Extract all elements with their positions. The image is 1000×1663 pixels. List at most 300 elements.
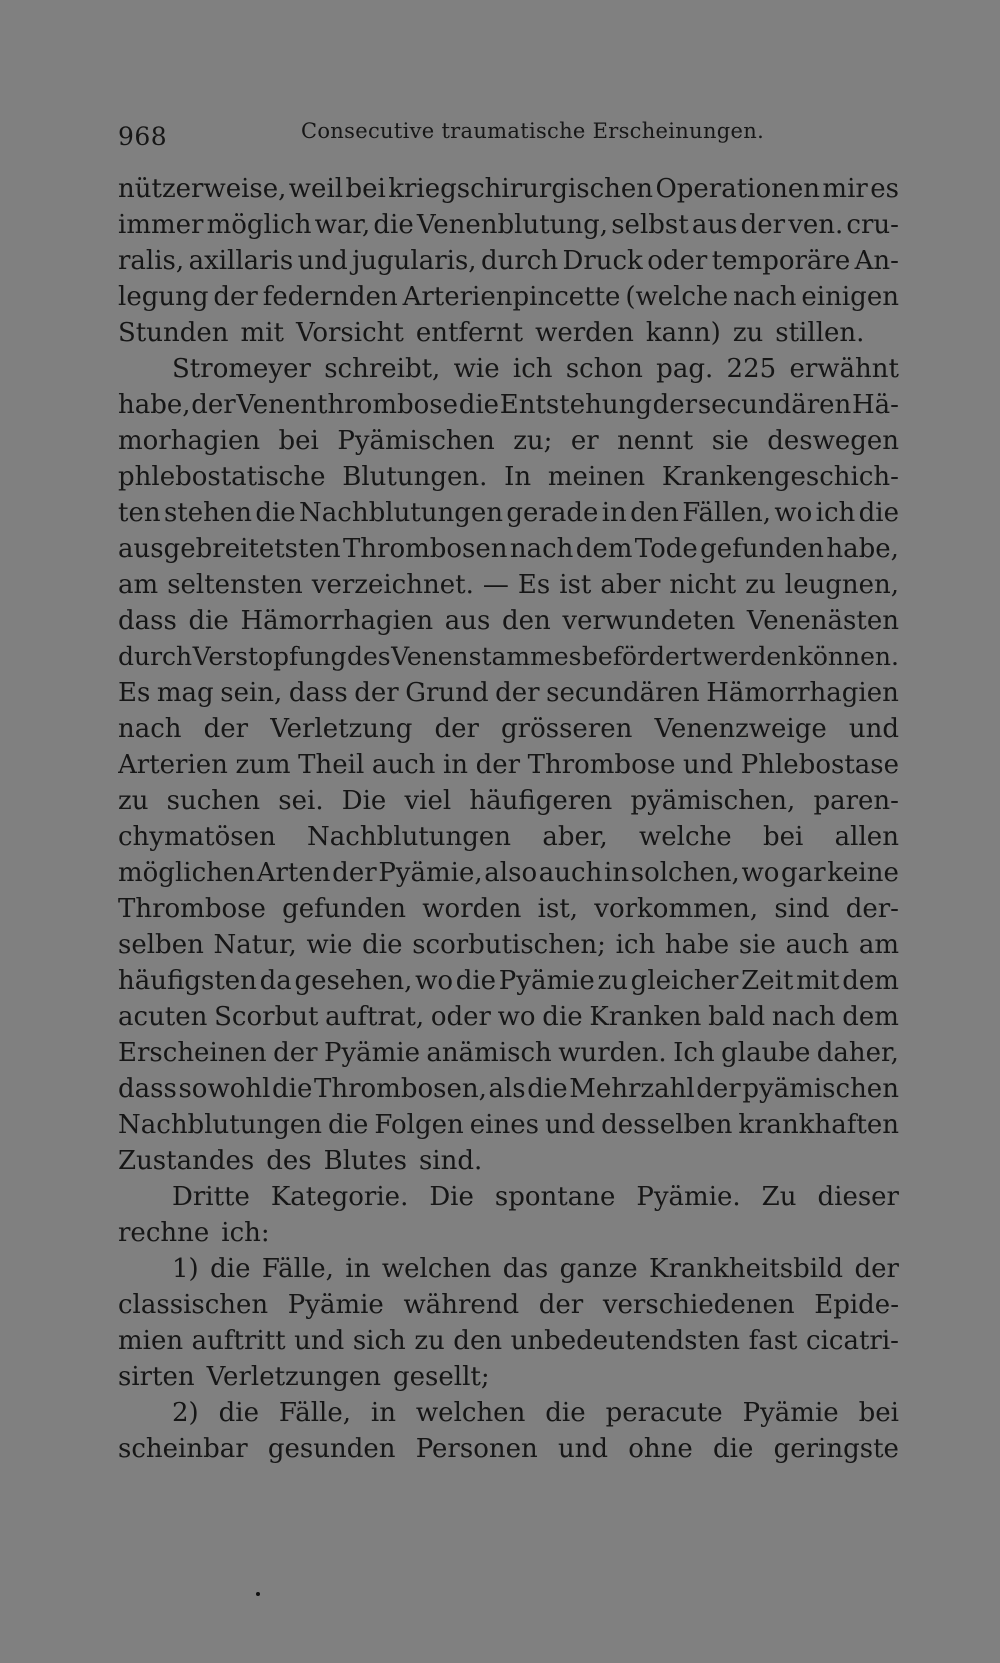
word: gefunden [700, 534, 825, 564]
word: der [652, 390, 698, 420]
word: durch [118, 642, 193, 671]
word: die [362, 930, 403, 960]
word: die [713, 1434, 754, 1464]
word: Krankheitsbild [649, 1254, 844, 1284]
word: die [210, 1254, 251, 1284]
word: Thrombosen [342, 534, 508, 564]
text-line [118, 351, 899, 387]
word: dass [288, 678, 348, 708]
word: der [354, 678, 399, 708]
word: gleicher [630, 966, 739, 996]
word: glaube [721, 1038, 811, 1068]
text-line [118, 459, 899, 495]
word: desselben [601, 1110, 733, 1140]
text-line [118, 1395, 899, 1431]
word: federnden [262, 282, 398, 312]
word: legung [118, 282, 209, 312]
word: erwähnt [789, 354, 899, 384]
word: in [601, 498, 627, 528]
text-line [118, 639, 899, 675]
word: kriegschirurgischen [388, 174, 654, 204]
word: oder [647, 246, 708, 276]
word: Erscheinen [118, 1038, 267, 1068]
word: zu [732, 318, 764, 348]
word: wie [453, 354, 500, 384]
word: sei. [278, 786, 324, 816]
word: nicht [669, 570, 737, 600]
word: oder [430, 1002, 491, 1032]
word: temporäre [711, 246, 851, 276]
word: auftrat, [325, 1002, 425, 1032]
word: Zu [761, 1182, 797, 1212]
word: rechne [118, 1218, 210, 1248]
word: wo [415, 966, 453, 996]
word: in [370, 1398, 396, 1428]
word: Personen [415, 1434, 538, 1464]
text-line [118, 1071, 899, 1107]
word: Theil [298, 750, 365, 780]
text-line [118, 1287, 899, 1323]
word: Pyämie, [378, 858, 483, 888]
text-line [118, 783, 899, 819]
text-line [118, 531, 899, 567]
text-line [118, 1323, 899, 1359]
word: wo [774, 498, 813, 528]
word: können. [797, 642, 899, 671]
word: An- [854, 246, 899, 276]
word: schon [565, 354, 643, 384]
body-text [118, 171, 899, 1467]
word: 225 [726, 354, 777, 384]
word: zu; [513, 426, 553, 456]
word: Operationen [655, 174, 821, 204]
word: verzeichnet. [311, 570, 474, 600]
word: er [570, 426, 599, 456]
word: viel [404, 786, 452, 816]
word: die [858, 498, 899, 528]
word: die [545, 1398, 586, 1428]
word: die [455, 966, 497, 996]
word: pyämischen, [630, 786, 796, 816]
word: ganze [559, 1254, 638, 1284]
word: der [332, 858, 377, 888]
word: ist, [537, 894, 579, 924]
word: nach [509, 534, 574, 564]
word: der [213, 282, 258, 312]
text-line [118, 1179, 899, 1215]
word: war, [314, 210, 371, 240]
word: Nachblutungen [307, 822, 512, 852]
word: den [501, 606, 551, 636]
word: die [272, 1074, 313, 1104]
word: gesunden [267, 1434, 396, 1464]
word: daher, [816, 1038, 899, 1068]
word: Pyämischen [337, 426, 495, 456]
word: mien [118, 1326, 184, 1356]
word: Nachblutungen [299, 498, 504, 528]
word: — [482, 570, 509, 600]
word: zu [414, 1326, 445, 1356]
word: stehen [163, 498, 252, 528]
word: anämisch [426, 1038, 552, 1068]
word: secundären [697, 390, 852, 420]
word: die [218, 1398, 259, 1428]
word: Stromeyer [172, 354, 311, 384]
word: In [504, 462, 532, 492]
word: Epide- [814, 1290, 899, 1320]
word: Thrombose [527, 750, 676, 780]
word: ralis, [118, 246, 185, 276]
word: Pyämie. [636, 1182, 741, 1212]
word: Blutungen. [342, 462, 488, 492]
text-line [118, 279, 899, 315]
word: zu [745, 570, 776, 600]
word: meinen [547, 462, 646, 492]
word: krankhaften [738, 1110, 899, 1140]
word: die [188, 606, 229, 636]
word: als [488, 1074, 526, 1104]
word: Hä- [852, 390, 899, 420]
word: ich [512, 354, 553, 384]
word: der [538, 1290, 584, 1320]
word: und [297, 246, 348, 276]
word: welche [639, 822, 732, 852]
text-line [118, 567, 899, 603]
word: Entstehung [499, 390, 652, 420]
word: Folgen [374, 1110, 464, 1140]
word: grösseren [501, 714, 633, 744]
word: axillaris [188, 246, 294, 276]
word: bei [345, 174, 386, 204]
word: secundären [546, 678, 700, 708]
text-line [118, 1215, 899, 1251]
word: der [475, 750, 521, 780]
word: Druck [562, 246, 643, 276]
text-line [118, 675, 899, 711]
word: Pyämie [287, 1290, 384, 1320]
text-line [118, 315, 899, 351]
word: cicatri- [806, 1326, 899, 1356]
word: Hämorrhagien [706, 678, 899, 708]
word: Arten [256, 858, 331, 888]
word: Pyämie [498, 966, 595, 996]
word: Fälle, [261, 1254, 334, 1284]
word: seltensten [167, 570, 303, 600]
word: verwundeten [562, 606, 736, 636]
word: scorbutischen; [412, 930, 606, 960]
print-speck [256, 1592, 260, 1596]
word: spontane [494, 1182, 616, 1212]
word: Vorsicht [295, 318, 404, 348]
word: 2) [172, 1398, 199, 1428]
word: der [696, 1074, 741, 1104]
word: sie [738, 930, 776, 960]
text-line [118, 387, 899, 423]
word: scheinbar [118, 1434, 248, 1464]
word: dem [842, 1002, 899, 1032]
word: Krankengeschich- [661, 462, 899, 492]
word: kann) [645, 318, 721, 348]
text-line [118, 963, 899, 999]
word: 1) [172, 1254, 199, 1284]
word: Thrombose [118, 894, 266, 924]
word: Grund [405, 678, 489, 708]
text-line [118, 603, 899, 639]
text-line [118, 243, 899, 279]
word: auch [371, 750, 436, 780]
word: geringste [773, 1434, 899, 1464]
word: sind [774, 894, 830, 924]
word: die [458, 390, 500, 420]
word: sein, [220, 678, 283, 708]
word: am [118, 570, 159, 600]
word: Dritte [172, 1182, 250, 1212]
word: werden [702, 642, 798, 671]
word: classischen [118, 1290, 269, 1320]
word: Blutes [323, 1146, 407, 1176]
word: den [630, 498, 679, 528]
word: möglich [206, 210, 312, 240]
text-line [118, 207, 899, 243]
word: sirten [118, 1362, 195, 1392]
word: verschiedenen [602, 1290, 795, 1320]
word: eines [469, 1110, 539, 1140]
word: nach [118, 714, 182, 744]
word: solchen, [630, 858, 740, 888]
word: allen [834, 822, 899, 852]
word: der [495, 678, 540, 708]
word: Verletzungen [206, 1362, 381, 1392]
text-line [118, 819, 899, 855]
word: das [502, 1254, 549, 1284]
word: die [527, 1074, 568, 1104]
word: habe [664, 930, 730, 960]
word: Stunden [118, 318, 229, 348]
word: fast [748, 1326, 798, 1356]
text-line [118, 1143, 899, 1179]
word: vorkommen, [594, 894, 759, 924]
word: nützerweise, [118, 174, 287, 204]
word: sowohl [178, 1074, 271, 1104]
word: gesellt; [393, 1362, 490, 1392]
word: Thrombosen, [314, 1074, 487, 1104]
word: in [345, 1254, 371, 1284]
word: Natur, [213, 930, 297, 960]
word: stillen. [775, 318, 865, 348]
word: Tode [634, 534, 698, 564]
word: gesehen, [294, 966, 413, 996]
word: Fällen, [682, 498, 772, 528]
word: gerade [506, 498, 599, 528]
word: Venenzweige [654, 714, 827, 744]
text-line [118, 999, 899, 1035]
word: bei [278, 426, 319, 456]
text-line [118, 711, 899, 747]
word: suchen [166, 786, 261, 816]
word: pag. [656, 354, 714, 384]
word: ich: [221, 1218, 270, 1248]
word: auch [538, 858, 603, 888]
word: welchen [415, 1398, 526, 1428]
word: sich [352, 1326, 406, 1356]
word: ven. [788, 210, 844, 240]
page-header [118, 116, 898, 156]
word: da [259, 966, 292, 996]
word: welchen [381, 1254, 492, 1284]
text-line [118, 1431, 899, 1467]
text-line [118, 423, 899, 459]
word: auftritt [191, 1326, 286, 1356]
word: Venenästen [746, 606, 899, 636]
word: leugnen, [784, 570, 899, 600]
word: während [403, 1290, 520, 1320]
word: und [294, 1326, 345, 1356]
word: selbst [611, 210, 689, 240]
word: zu [118, 786, 149, 816]
text-line [118, 1359, 899, 1395]
word: habe, [118, 390, 191, 420]
word: und [683, 750, 734, 780]
word: zu [597, 966, 628, 996]
word: die [255, 498, 296, 528]
word: Die [341, 786, 387, 816]
word: aus [444, 606, 491, 636]
word: weil [288, 174, 344, 204]
word: in [604, 858, 630, 888]
word: jugularis, [352, 246, 477, 276]
word: der [740, 210, 786, 240]
text-line [118, 1251, 899, 1287]
text-line [118, 1107, 899, 1143]
word: sind. [418, 1146, 483, 1176]
word: mit [240, 318, 284, 348]
word: paren- [813, 786, 899, 816]
word: schreibt, [324, 354, 441, 384]
word: selben [118, 930, 204, 960]
word: ich [615, 930, 656, 960]
word: bei [763, 822, 804, 852]
word: Zeit [741, 966, 794, 996]
word: dass [118, 1074, 177, 1104]
word: mit [796, 966, 840, 996]
word: wo [497, 1002, 536, 1032]
word: häufigeren [469, 786, 613, 816]
word: ich [815, 498, 856, 528]
word: Kategorie. [270, 1182, 409, 1212]
word: des [266, 1146, 312, 1176]
text-line [118, 1035, 899, 1071]
word: morhagien [118, 426, 261, 456]
word: phlebostatische [118, 462, 326, 492]
text-line [118, 171, 899, 207]
text-line [118, 747, 899, 783]
page-number: 968 [118, 122, 168, 151]
word: der [434, 714, 479, 744]
word: mag [156, 678, 214, 708]
text-line [118, 855, 899, 891]
word: ten [118, 498, 161, 528]
word: Zustandes [118, 1146, 255, 1176]
word: der [854, 1254, 899, 1284]
word: und [544, 1110, 596, 1140]
word: entfernt [415, 318, 524, 348]
word: nennt [617, 426, 694, 456]
word: bei [858, 1398, 899, 1428]
word: aus [691, 210, 738, 240]
word: und [557, 1434, 609, 1464]
word: ist [559, 570, 592, 600]
word: nach [732, 282, 797, 312]
word: Es [118, 678, 151, 708]
word: den [453, 1326, 503, 1356]
word: des [346, 642, 391, 671]
word: Pyämie [323, 1038, 420, 1068]
word: ausgebreitetsten [118, 534, 341, 564]
word: die [328, 1110, 369, 1140]
word: cru- [846, 210, 899, 240]
word: ohne [628, 1434, 693, 1464]
word: sie [711, 426, 749, 456]
word: peracute [605, 1398, 723, 1428]
word: dass [118, 606, 177, 636]
word: in [442, 750, 469, 780]
word: nach [771, 1002, 836, 1032]
word: mir [822, 174, 868, 204]
text-line [118, 891, 899, 927]
word: chymatösen [118, 822, 276, 852]
word: Arterienpincette [402, 282, 621, 312]
word: (welche [625, 282, 729, 312]
word: wie [306, 930, 353, 960]
word: Venenthrombose [236, 390, 458, 420]
word: deswegen [767, 426, 899, 456]
word: am [858, 930, 899, 960]
word: Verstopfung [192, 642, 347, 671]
word: Pyämie [742, 1398, 839, 1428]
word: befördert [581, 642, 702, 671]
word: Nachblutungen [118, 1110, 322, 1140]
running-head: Consecutive traumatische Erscheinungen. [301, 119, 765, 143]
word: pyämischen [742, 1074, 899, 1104]
word: dem [575, 534, 633, 564]
word: Hämorrhagien [240, 606, 434, 636]
word: die [373, 210, 414, 240]
word: und [848, 714, 899, 744]
word: habe, [826, 534, 899, 564]
word: Die [429, 1182, 474, 1212]
word: der [203, 714, 249, 744]
word: Mehrzahl [569, 1074, 695, 1104]
word: aber, [542, 822, 608, 852]
word: der- [845, 894, 899, 924]
word: keine [827, 858, 899, 888]
word: gefunden [282, 894, 407, 924]
word: Verletzung [270, 714, 413, 744]
word: Venenblutung, [416, 210, 609, 240]
word: Venenstammes [391, 642, 582, 671]
word: dem [842, 966, 899, 996]
word: immer [118, 210, 204, 240]
word: Phlebostase [740, 750, 899, 780]
word: Es [517, 570, 551, 600]
word: möglichen [118, 858, 256, 888]
word: Fälle, [278, 1398, 351, 1428]
word: gar [781, 858, 826, 888]
word: Ich [673, 1038, 715, 1068]
word: einigen [801, 282, 899, 312]
word: Scorbut [214, 1002, 319, 1032]
word: Kranken [589, 1002, 702, 1032]
